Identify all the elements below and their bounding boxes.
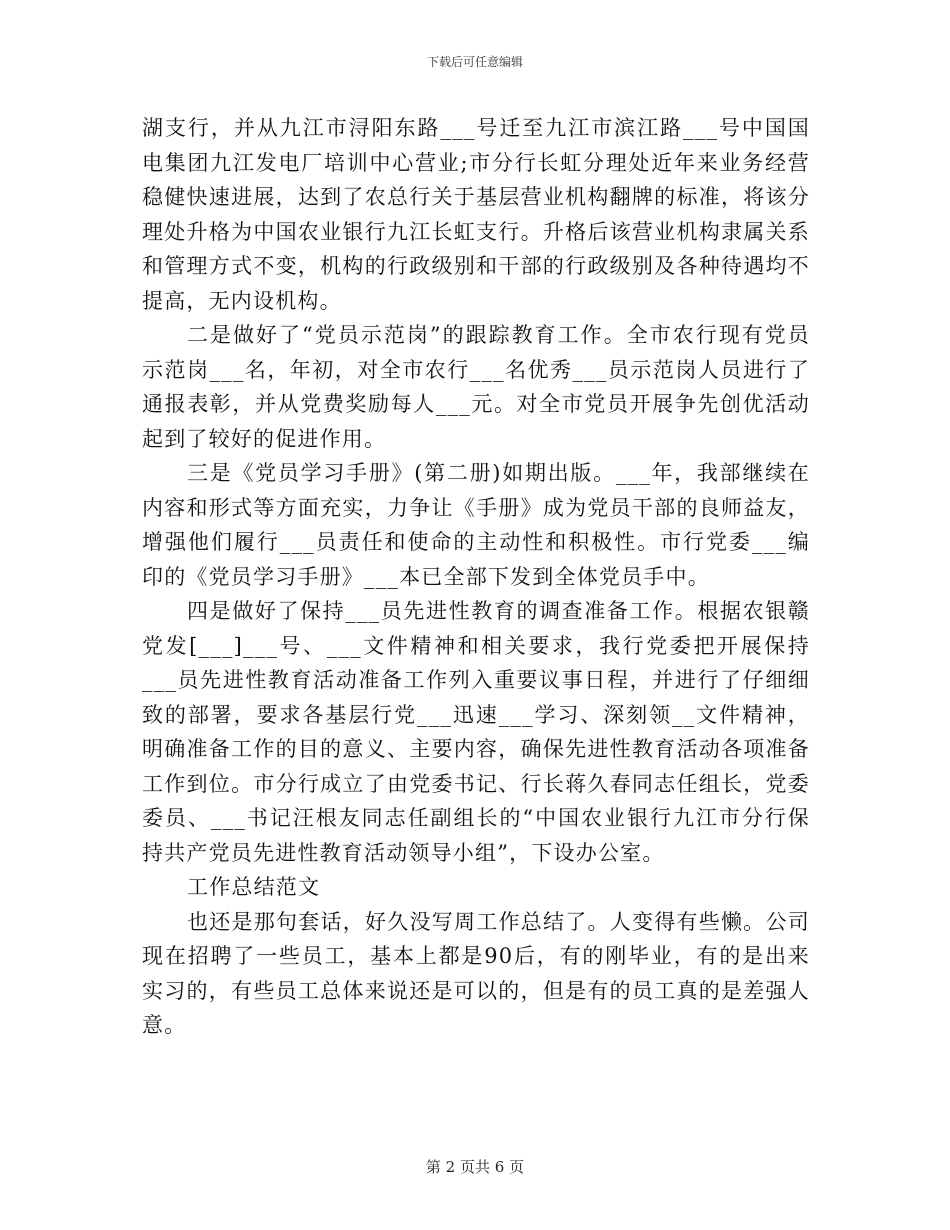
- document-body: [142, 111, 810, 1043]
- page-number: 第 2 页共 6 页: [425, 1158, 525, 1176]
- paragraph-education-preparation: 四是做好了保持___员先进性教育的调查准备工作。根据农银赣党发[___]___号、___文件精神和相关要求，我行党委把开展保持___员先进性教育活动准备工作列入重要议事日程，并进行了仔细细致的部署，要求各基层行党___迅速___学习、深刻领__文件精神，明确准备工作的目的意义、主要内容，确保先进性教育活动各项准备工作到位。市分行成立了由党委书记、行长蒋久春同志任组长，党委委员、___书记汪根友同志任副组长的“中国农业银行九江市分行保持共产党员先进性教育活动领导小组”，下设办公室。: [142, 599, 810, 865]
- paragraph-weekly-summary: 也还是那句套话，好久没写周工作总结了。人变得有些懒。公司现在招聘了一些员工，基本上都是90后，有的刚毕业，有的是出来实习的，有些员工总体来说还是可以的，但是有的员工真的是差强人意。: [142, 909, 810, 1037]
- paragraph-branch-upgrade: 湖支行，并从九江市浔阳东路___号迁至九江市滨江路___号中国国电集团九江发电厂培训中心营业;市分行长虹分理处近年来业务经营稳健快速进展，达到了农总行关于基层营业机构翻牌的标准，将该分理处升格为中国农业银行九江长虹支行。升格后该营业机构隶属关系和管理方式不变，机构的行政级别和干部的行政级别及各种待遇均不提高，无内设机构。: [142, 116, 810, 313]
- paragraph-model-post: 二是做好了“党员示范岗”的跟踪教育工作。全市农行现有党员示范岗___名，年初，对全市农行___名优秀___员示范岗人员进行了通报表彰，并从党费奖励每人___元。对全市党员开展争先创优活动起到了较好的促进作用。: [142, 323, 810, 451]
- page-header: 下载后可任意编辑: [426, 55, 523, 69]
- section-heading: 工作总结范文: [187, 875, 321, 899]
- paragraph-study-handbook: 三是《党员学习手册》(第二册)如期出版。___年，我部继续在内容和形式等方面充实，力争让《手册》成为党员干部的良师益友，增强他们履行___员责任和使命的主动性和积极性。市行党委___编印的《党员学习手册》___本已全部下发到全体党员手中。: [142, 461, 810, 589]
